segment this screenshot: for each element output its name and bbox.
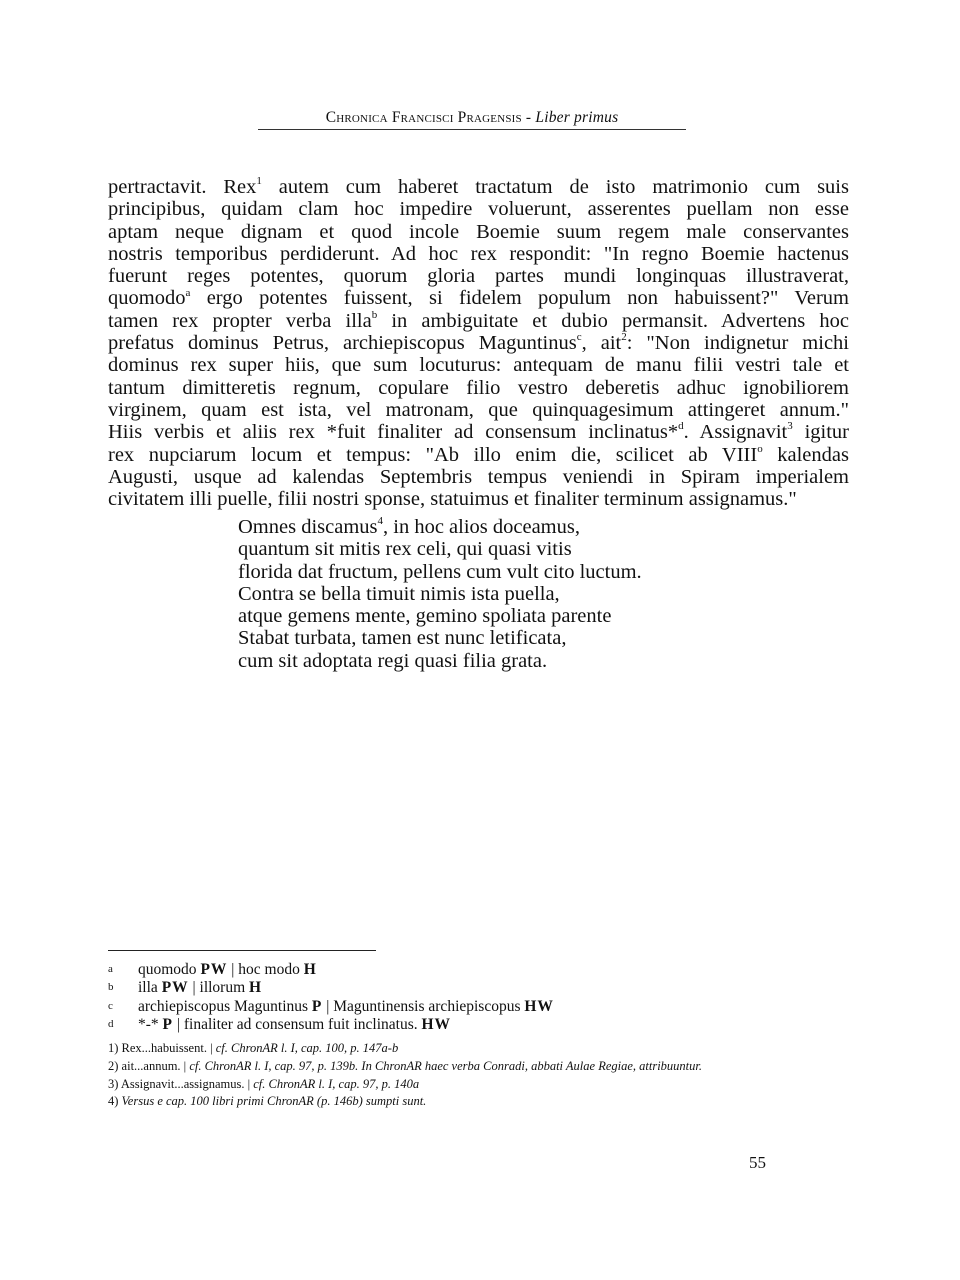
- text-segment: , ait: [581, 332, 622, 355]
- note-number: 4): [108, 1094, 119, 1109]
- note-text: | hoc modo: [227, 961, 304, 978]
- source-note: [108, 1093, 848, 1111]
- text-segment: dominus rex super hiis, que sum locuturus: antequam de manu filii vestri tale et: [108, 354, 849, 377]
- header-separator: -: [521, 109, 536, 126]
- text-segment: virginem, quam est ista, vel matronam, que quinquagesimum attingeret annum.": [108, 398, 849, 421]
- note-text: archiepiscopus Maguntinus: [138, 997, 312, 1015]
- apparatus-note: [108, 998, 848, 1016]
- manuscript-siglum: H: [303, 961, 317, 978]
- text-line: [108, 287, 849, 309]
- note-text: Rex...habuissent. |: [121, 1041, 216, 1055]
- text-segment: principibus, quidam clam hoc impedire voluerunt, asserentes puellam non esse: [108, 198, 849, 221]
- footnote-marker: 1: [256, 175, 262, 188]
- note-reference: cf. ChronAR l. I, cap. 100, p. 147a-b: [215, 1041, 399, 1055]
- note-text: quomodo: [138, 961, 201, 978]
- note-marker: d: [108, 1017, 114, 1030]
- manuscript-siglum: PW: [200, 961, 228, 978]
- note-reference: Versus e cap. 100 libri primi ChronAR (p. 146b) sumpti sunt.: [121, 1094, 427, 1109]
- text-segment: autem cum haberet tractatum de isto matrimonio cum suis: [261, 176, 849, 198]
- text-segment: quomodo: [108, 287, 186, 310]
- text-segment: ergo potentes fuissent, si fidelem populum non habuissent?" Verum: [190, 287, 849, 310]
- main-text: [108, 176, 849, 510]
- source-note: [108, 1040, 848, 1058]
- note-text: illa: [138, 979, 162, 997]
- text-segment: quantum sit mitis rex celi, qui quasi vitis: [238, 538, 572, 561]
- verse-line: [238, 650, 798, 672]
- text-segment: Contra se bella timuit nimis ista puella,: [238, 582, 560, 605]
- text-line: [108, 332, 849, 354]
- text-line: [108, 354, 849, 376]
- footnote-marker: 2: [621, 331, 627, 344]
- note-number: 3): [108, 1076, 119, 1091]
- header-title: Chronica Francisci Pragensis: [325, 109, 522, 126]
- text-line: [108, 265, 849, 287]
- footnote-marker: b: [371, 308, 378, 321]
- note-text: ait...annum. |: [121, 1058, 190, 1073]
- text-segment: , in hoc alios doceamus,: [383, 516, 580, 538]
- footnote-marker: o: [757, 442, 763, 455]
- note-text: Assignavit...assignamus. |: [120, 1076, 254, 1091]
- text-segment: in ambiguitate et dubio permansit. Advertens hoc: [377, 309, 849, 332]
- verse-line: [238, 627, 798, 649]
- text-line: [108, 310, 849, 332]
- header-book: Liber primus: [535, 109, 619, 126]
- text-line: [108, 421, 849, 443]
- verse-line: [238, 583, 798, 605]
- text-line: [108, 377, 849, 399]
- verse-line: [238, 605, 798, 627]
- text-segment: Stabat turbata, tamen est nunc letificata,: [238, 627, 567, 650]
- text-segment: cum sit adoptata regi quasi filia grata.: [238, 649, 548, 672]
- text-line: [108, 444, 849, 466]
- manuscript-siglum: P: [162, 1015, 174, 1033]
- manuscript-siglum: HW: [421, 1015, 452, 1033]
- text-segment: tantum dimitteretis regnum, copulare filio vestro deberetis adhuc ignobiliorem: [108, 376, 849, 399]
- running-header: [258, 109, 686, 130]
- note-text: | finaliter ad consensum fuit inclinatus.: [173, 1015, 422, 1033]
- verse-block: [238, 516, 798, 672]
- manuscript-siglum: PW: [161, 979, 189, 997]
- note-marker: b: [108, 981, 114, 994]
- source-note: [108, 1076, 848, 1094]
- text-segment: prefatus dominus Petrus, archiepiscopus Maguntinus: [108, 332, 577, 355]
- textual-apparatus: [108, 961, 848, 1034]
- text-segment: aptam neque dignam et quod incole Boemie suum regem male conservantes: [108, 220, 849, 243]
- note-marker: a: [108, 963, 113, 975]
- text-segment: Omnes discamus: [238, 516, 378, 538]
- manuscript-siglum: P: [311, 997, 323, 1015]
- text-line: [108, 399, 849, 421]
- footnote-marker: c: [576, 331, 582, 344]
- footnote-separator: [108, 950, 376, 951]
- footnote-marker: 3: [787, 420, 793, 433]
- text-line: [108, 221, 849, 243]
- text-segment: rex nupciarum locum et tempus: "Ab illo enim die, scilicet ab VIII: [108, 443, 758, 466]
- verse-line: [238, 561, 798, 583]
- text-segment: atque gemens mente, gemino spoliata parente: [238, 605, 612, 628]
- text-segment: tamen rex propter verba illa: [108, 309, 372, 332]
- manuscript-siglum: HW: [524, 997, 554, 1015]
- text-segment: pertractavit. Rex: [108, 176, 257, 198]
- footnote-marker: d: [678, 420, 684, 433]
- manuscript-siglum: H: [249, 979, 263, 997]
- text-segment: fuerunt reges potentes, quorum gloria partes mundi longinquas illustraverat,: [108, 265, 849, 288]
- note-text: | Maguntinensis archiepiscopus: [322, 997, 525, 1015]
- note-text: *-*: [138, 1015, 163, 1033]
- verse-line: [238, 538, 798, 560]
- note-reference: cf. ChronAR l. I, cap. 97, p. 139b. In ChronAR haec verba Conradi, abbati Aulae Regiae, attribuuntur.: [189, 1058, 703, 1073]
- text-line: [108, 198, 849, 220]
- footnote-marker: a: [185, 286, 191, 299]
- verse-line: [238, 516, 798, 538]
- page-number: 55: [749, 1153, 766, 1172]
- text-segment: . Assignavit: [683, 421, 788, 444]
- note-marker: c: [108, 999, 113, 1012]
- text-segment: nostris temporibus perdiderunt. Ad hoc rex respondit: "In regno Boemie hactenus: [108, 242, 849, 265]
- text-segment: Hiis verbis et aliis rex *fuit finaliter ad consensum inclinatus*: [108, 421, 679, 444]
- text-line: [108, 488, 849, 510]
- text-segment: igitur: [792, 421, 849, 444]
- text-segment: : "Non indignetur michi: [626, 332, 849, 355]
- note-text: | illorum: [188, 979, 250, 997]
- note-number: 2): [108, 1058, 119, 1073]
- source-note: [108, 1058, 848, 1076]
- note-reference: cf. ChronAR l. I, cap. 97, p. 140a: [253, 1076, 420, 1091]
- text-line: [108, 176, 849, 198]
- text-segment: civitatem illi puelle, filii nostri sponse, statuimus et finaliter terminum assignamus.": [108, 488, 797, 511]
- footnote-marker: 4: [377, 515, 383, 528]
- source-notes: [108, 1040, 848, 1111]
- text-segment: florida dat fructum, pellens cum vult cito luctum.: [238, 560, 642, 583]
- text-line: [108, 466, 849, 488]
- apparatus-note: [108, 979, 848, 997]
- apparatus-note: [108, 1016, 848, 1034]
- text-line: [108, 243, 849, 265]
- note-number: 1): [108, 1041, 119, 1055]
- text-segment: kalendas: [762, 443, 849, 466]
- text-segment: Augusti, usque ad kalendas Septembris tempus veniendi in Spiram imperialem: [108, 465, 849, 488]
- apparatus-note: [108, 961, 848, 979]
